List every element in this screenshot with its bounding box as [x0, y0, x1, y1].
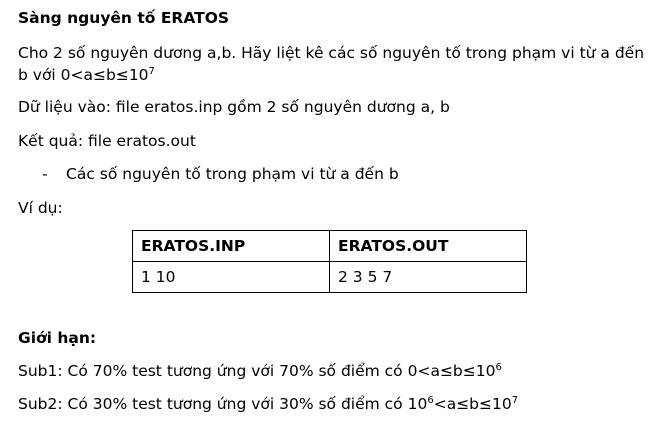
- table-row: [133, 262, 527, 293]
- sub1-text: Sub1: Có 70% test tương ứng với 70% số điểm có 0<a≤b≤10: [18, 362, 496, 380]
- intro-exponent: 7: [148, 66, 155, 77]
- example-table: [132, 230, 527, 293]
- table-header-row: [133, 231, 527, 262]
- problem-title: Sàng nguyên tố ERATOS: [18, 9, 230, 27]
- table-header-output: ERATOS.OUT: [330, 231, 527, 262]
- sub2-line: [18, 394, 518, 414]
- sub2-middle: <a≤b≤10: [433, 395, 512, 413]
- sub2-text: Sub2: Có 30% test tương ứng với 30% số điểm có 10: [18, 395, 428, 413]
- input-description: Dữ liệu vào: file eratos.inp gồm 2 số nguyên dương a, b: [18, 98, 450, 116]
- bullet-text: Các số nguyên tố trong phạm vi từ a đến b: [66, 165, 399, 183]
- table-cell-input: 1 10: [133, 262, 330, 293]
- intro-line-1: Cho 2 số nguyên dương a,b. Hãy liệt kê các số nguyên tố trong phạm vi từ a đến: [18, 44, 645, 62]
- sub2-exponent-1: 6: [427, 395, 434, 406]
- sub2-exponent-2: 7: [511, 395, 519, 406]
- table-header-input: ERATOS.INP: [133, 231, 330, 262]
- bullet-dash: -: [42, 165, 48, 183]
- output-description: Kết quả: file eratos.out: [18, 132, 196, 150]
- sub1-line: [18, 361, 502, 381]
- example-label: Ví dụ:: [18, 199, 63, 217]
- table-cell-output: 2 3 5 7: [330, 262, 527, 293]
- intro-line-2-text: b với 0<a≤b≤10: [18, 66, 149, 84]
- sub1-exponent: 6: [495, 362, 502, 373]
- intro-line-2: [18, 65, 155, 85]
- limits-title: Giới hạn:: [18, 329, 97, 347]
